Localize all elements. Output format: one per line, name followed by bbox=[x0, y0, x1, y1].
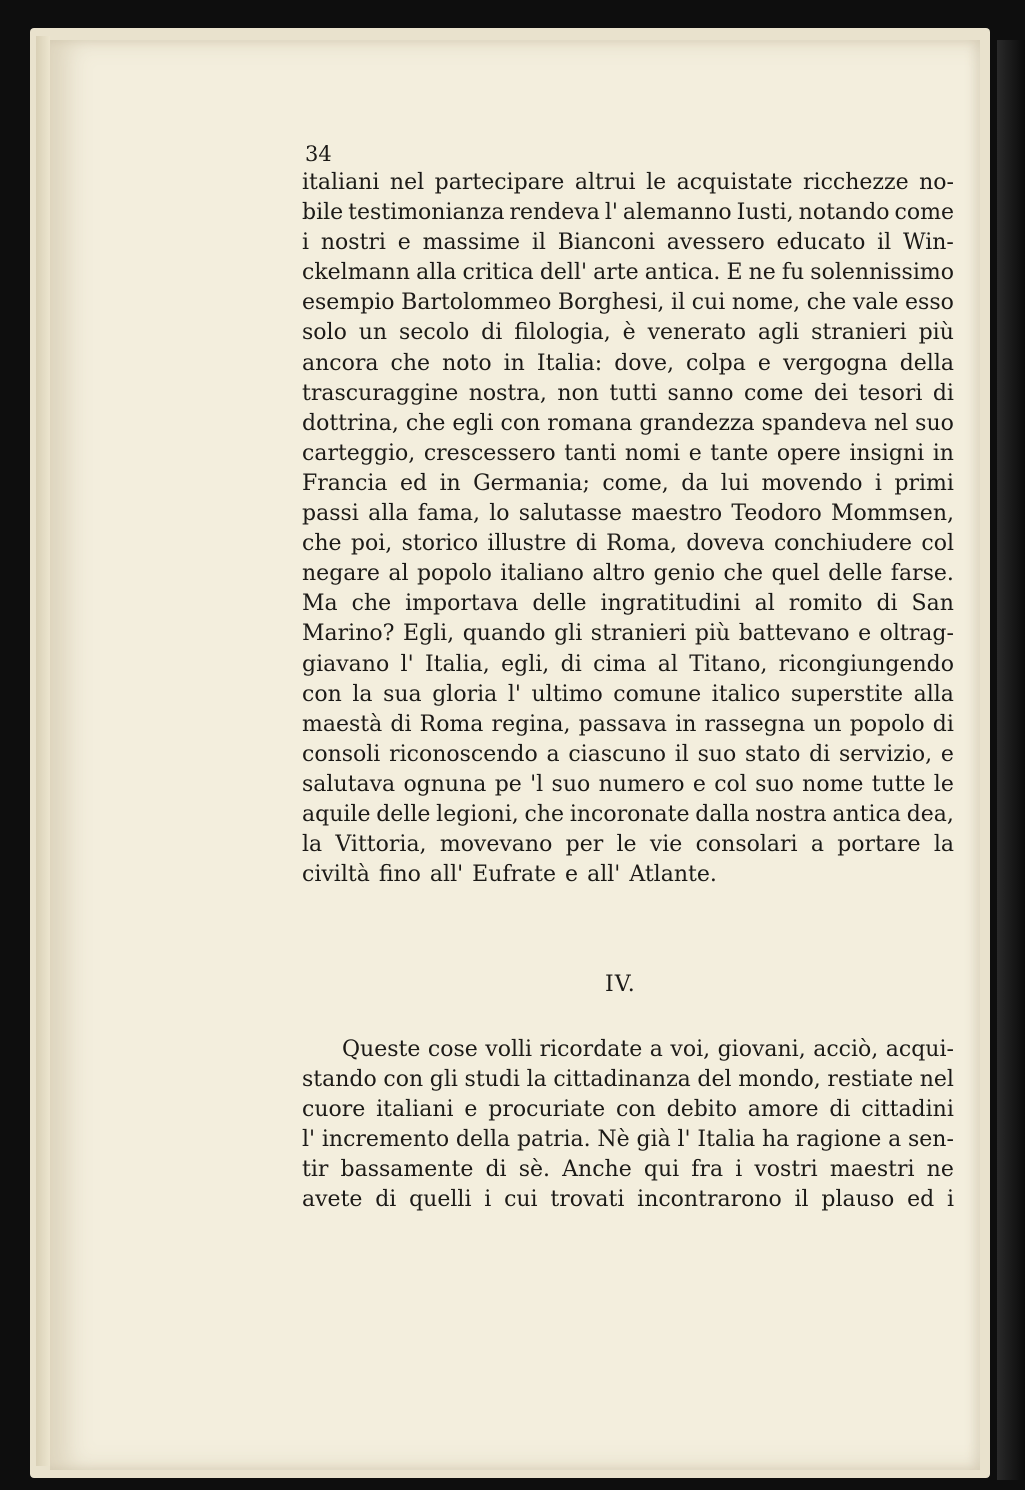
text-line: Ma che importava delle ingratitudini al romito di San bbox=[302, 591, 954, 617]
book-spine-edge bbox=[36, 36, 50, 1466]
section-heading: IV. bbox=[605, 972, 636, 997]
text-line: giavano l' Italia, egli, di cima al Titano, ricongiungendo bbox=[302, 651, 954, 677]
text-line: con la sua gloria l' ultimo comune italico superstite alla bbox=[302, 681, 954, 707]
text-line: la Vittoria, movevano per le vie consolari a portare la bbox=[302, 832, 954, 858]
text-line: Francia ed in Germania; come, da lui movendo i primi bbox=[302, 470, 954, 496]
text-line: salutava ognuna pe 'l suo numero e col suo nome tutte le bbox=[302, 771, 954, 797]
text-line: consoli riconoscendo a ciascuno il suo stato di servizio, e bbox=[302, 741, 954, 767]
text-line: Queste cose volli ricordate a voi, giovani, acciò, acqui- bbox=[342, 1037, 954, 1062]
text-line: passi alla fama, lo salutasse maestro Teodoro Mommsen, bbox=[302, 501, 954, 527]
text-line: l' incremento della patria. Nè già l' Italia ha ragione a sen- bbox=[302, 1127, 954, 1153]
text-line: negare al popolo italiano altro genio che quel delle farse. bbox=[302, 561, 954, 587]
text-line: ckelmann alla critica dell' arte antica. E ne fu solennissimo bbox=[302, 260, 954, 286]
text-line: aquile delle legioni, che incoronate dalla nostra antica dea, bbox=[302, 801, 954, 827]
text-line: i nostri e massime il Bianconi avessero educato il Win- bbox=[302, 230, 954, 256]
text-line: tir bassamente di sè. Anche qui fra i vostri maestri ne bbox=[302, 1157, 954, 1183]
paragraph-continuation bbox=[302, 168, 954, 890]
text-line: cuore italiani e procuriate con debito amore di cittadini bbox=[302, 1097, 954, 1123]
text-line: italiani nel partecipare altrui le acquistate ricchezze no- bbox=[302, 170, 954, 195]
page-number: 34 bbox=[305, 142, 332, 166]
text-line: avete di quelli i cui trovati incontrarono il plauso ed i bbox=[302, 1187, 954, 1213]
paragraph-section-iv bbox=[302, 1035, 954, 1216]
text-line: trascuraggine nostra, non tutti sanno come dei tesori di bbox=[302, 380, 954, 406]
text-line: bile testimonianza rendeva l' alemanno Iusti, notando come bbox=[302, 200, 954, 226]
text-line: stando con gli studi la cittadinanza del mondo, restiate nel bbox=[302, 1067, 954, 1093]
text-line: esempio Bartolommeo Borghesi, il cui nome, che vale esso bbox=[302, 290, 954, 316]
text-line: solo un secolo di filologia, è venerato agli stranieri più bbox=[302, 320, 954, 346]
text-line: dottrina, che egli con romana grandezza spandeva nel suo bbox=[302, 410, 954, 436]
text-line: maestà di Roma regina, passava in rassegna un popolo di bbox=[302, 711, 954, 737]
text-line: Marino? Egli, quando gli stranieri più battevano e oltrag- bbox=[302, 621, 954, 647]
facing-page-edge bbox=[997, 40, 1025, 1480]
text-line: che poi, storico illustre di Roma, doveva conchiudere col bbox=[302, 531, 954, 557]
text-line: civiltà fino all' Eufrate e all' Atlante. bbox=[302, 862, 717, 888]
text-line: ancora che noto in Italia: dove, colpa e vergogna della bbox=[302, 350, 954, 376]
text-line: carteggio, crescessero tanti nomi e tante opere insigni in bbox=[302, 440, 954, 466]
